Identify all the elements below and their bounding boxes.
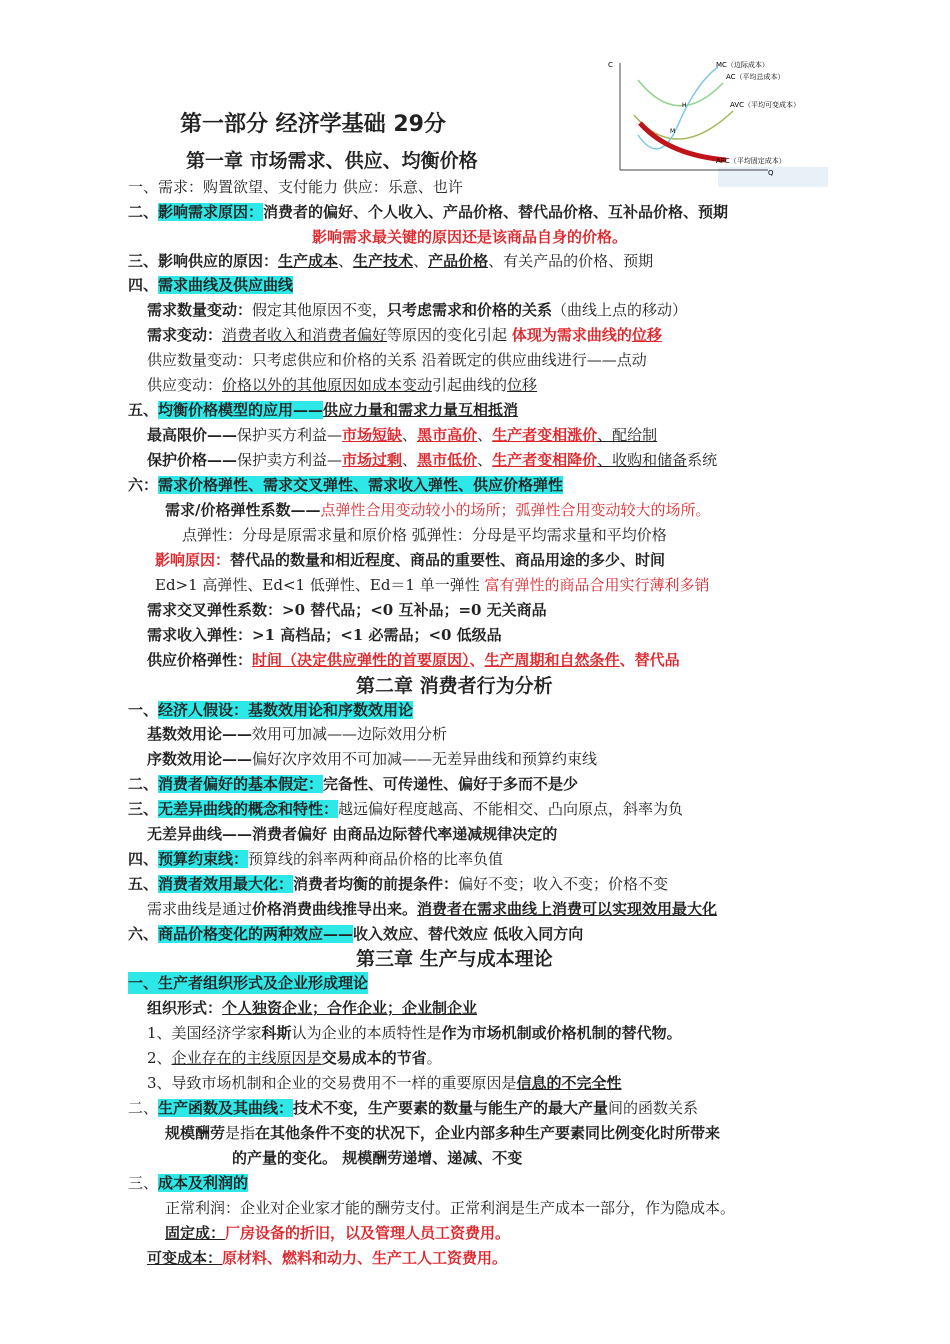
text-underline: 、配给制 [597, 426, 658, 444]
sep: 、 [402, 426, 418, 444]
x-axis-label: Q [768, 169, 774, 177]
text: Ed>1 高弹性、Ed<1 低弹性、Ed＝1 单一弹性 [155, 576, 485, 594]
y-axis-label: C [608, 61, 613, 69]
highlight-heading: 预算约束线： [158, 850, 249, 868]
key-demand-factor: 影响需求最关键的原因还是该商品自身的价格。 [312, 228, 628, 246]
text-bold: 价格消费曲线推导出来。 [252, 900, 418, 918]
label-red: 影响原因： [155, 551, 231, 569]
text-underline: 企业存在的主线原因是 [171, 1049, 322, 1067]
ch2-line10 [128, 923, 583, 945]
highlight-heading: 成本及利润的 [158, 1174, 249, 1192]
section-num: 五、 [128, 875, 159, 893]
ch3-line11 [165, 1222, 510, 1244]
highlight-heading: 消费者偏好的基本假定： [158, 775, 324, 793]
section-num: 二、 [128, 203, 159, 221]
ch1-line10 [128, 399, 518, 421]
text: （曲线上点的移动） [552, 301, 688, 319]
section-num: 一、 [128, 701, 159, 719]
text: 保护卖方利益— [237, 451, 343, 469]
text: 收入效应、替代效应 低收入同方向 [353, 925, 584, 943]
ch3-line6 [128, 1097, 698, 1119]
sep: 、 [469, 651, 485, 669]
text: 替代品的数量和相近程度、商品的重要性、商品用途的多少、时间 [230, 551, 666, 569]
highlight-heading: 消费者效用最大化： [158, 875, 294, 893]
label-underline: 可变成本： [147, 1249, 223, 1267]
ch1-line19: 需求收入弹性：>1 高档品；<1 必需品；<0 低级品 [147, 626, 502, 644]
ch2-line3 [147, 748, 597, 770]
sep: 、 [402, 451, 418, 469]
label: 基数效用论—— [147, 725, 253, 743]
text: 完备性、可传递性、偏好于多而不是少 [323, 775, 579, 793]
avc-label: AVC（平均可变成本） [730, 101, 801, 109]
text-underline: 个人独资企业；合作企业；企业制企业 [222, 999, 478, 1017]
ch2-line2 [147, 723, 447, 745]
ch3-line3 [147, 1022, 682, 1044]
label: 需求数量变动： [147, 301, 253, 319]
ch1-line20 [147, 649, 680, 671]
ch1-line9 [147, 374, 537, 396]
section-num: 二、 [128, 1099, 159, 1117]
label: 需求/价格弹性系数—— [165, 501, 321, 519]
highlight-heading: 需求价格弹性、需求交叉弹性、需求收入弹性、供应价格弹性 [158, 476, 564, 494]
text: 3、导致市场机制和企业的交易费用不一样的重要原因是 [147, 1074, 517, 1092]
ch1-line1 [128, 176, 463, 198]
ch3-line9 [128, 1172, 248, 1194]
demand-text: 购置欲望、支付能力 [203, 178, 343, 196]
ch2-line7 [128, 848, 503, 870]
ch3-line4 [147, 1047, 442, 1069]
text-red: 富有弹性的商品合用实行薄利多销 [484, 576, 710, 594]
text: 2、 [147, 1049, 172, 1067]
text-red: 生产周期和自然条件 [484, 651, 620, 669]
text-bold: 交易成本的节省 [321, 1049, 427, 1067]
text: 效用可加减——边际效用分析 [252, 725, 448, 743]
text-bold: 消费者均衡的前提条件： [293, 875, 459, 893]
sep: 、 [477, 451, 493, 469]
text: 间的函数关系 [608, 1099, 699, 1117]
text-red-underline: 位移 [631, 326, 662, 344]
text: 认为企业的本质特性是 [291, 1024, 442, 1042]
section-num: 三、 [128, 800, 159, 818]
text-red: 点弹性合用变动较小的场所；弧弹性合用变动较大的场所。 [320, 501, 711, 519]
section-num: 四、 [128, 850, 159, 868]
ch3-line5 [147, 1072, 622, 1094]
highlight-heading: 商品价格变化的两种效应—— [158, 925, 354, 943]
text-underline: 消费者收入和消费者偏好 [222, 326, 388, 344]
chapter2-title: 第二章 消费者行为分析 [356, 675, 553, 697]
text-bold-underline: 消费者在需求曲线上消费可以实现效用最大化 [417, 900, 718, 918]
text: 假定其他原因不变， [252, 301, 388, 319]
text: 是指 [225, 1124, 256, 1142]
ch1-line5 [128, 274, 293, 296]
text: 只考虑供应和价格的关系 沿着既定的供应曲线进行——点动 [252, 351, 647, 369]
mc-curve [638, 67, 718, 149]
text: 等原因的变化引起 [387, 326, 512, 344]
text: 越远偏好程度越高、不能相交、凸向原点，斜率为负 [338, 800, 684, 818]
mc-label: MC（边际成本） [716, 61, 769, 69]
label: 需求变动： [147, 326, 223, 344]
text-red: 市场短缺 [342, 426, 403, 444]
label: 供应价格弹性： [147, 651, 253, 669]
ch1-line16 [155, 549, 665, 571]
section-num: 二、 [128, 775, 159, 793]
section-num: 三、 [128, 1174, 159, 1192]
text-red: 黑市高价 [417, 426, 478, 444]
highlight-heading: 无差异曲线的概念和特性： [158, 800, 339, 818]
sep: 、 [477, 426, 493, 444]
ch2-line5 [128, 798, 683, 820]
ch1-line11 [147, 424, 657, 446]
ch1-line8 [147, 349, 647, 371]
section-num: 六： [128, 476, 159, 494]
text-underline: 价格以外的其他原因如成本变动 [222, 376, 433, 394]
ch3-line12 [147, 1247, 507, 1269]
text-bold: 只考虑需求和价格的关系 [387, 301, 553, 319]
ch1-line17 [155, 574, 710, 596]
demand-factors: 消费者的偏好、个人收入、产品价格、替代品价格、互补品价格、预期 [263, 203, 729, 221]
text: 引起曲线的 [432, 376, 508, 394]
text-bold: 技术不变，生产要素的数量与能生产的最大产量 [293, 1099, 609, 1117]
afc-curve [640, 123, 726, 160]
text-bold: 在其他条件不变的状况下，企业内部多种生产要素同比例变化时所带来 [255, 1124, 721, 1142]
text-red: 市场过剩 [342, 451, 403, 469]
text: 。 [426, 1049, 442, 1067]
chapter3-title: 第三章 生产与成本理论 [356, 948, 553, 970]
text-red: 原材料、燃料和动力、生产工人工资费用。 [222, 1249, 508, 1267]
chapter1-title: 第一章 市场需求、供应、均衡价格 [186, 150, 478, 172]
production-tech: 生产技术 [353, 252, 414, 270]
label: 供应变动： [147, 376, 223, 394]
ch2-line4 [128, 773, 578, 795]
point-m-label: M [670, 128, 676, 135]
section-num: 五、 [128, 401, 159, 419]
ch2-line9 [147, 898, 717, 920]
text-bold: 作为市场机制或价格机制的替代物。 [441, 1024, 682, 1042]
highlight-heading: 均衡价格模型的应用—— [158, 401, 324, 419]
afc-label: AFC（平均固定成本） [716, 157, 786, 165]
ch2-line8 [128, 873, 668, 895]
text-underline: 位移 [507, 376, 538, 394]
label: 保护价格—— [147, 451, 238, 469]
text-red: 黑市低价 [417, 451, 478, 469]
text-red: 生产者变相涨价 [492, 426, 598, 444]
text: 1、美国经济学家 [147, 1024, 262, 1042]
ch1-line13 [128, 474, 563, 496]
sep: 、 [413, 252, 429, 270]
highlight-heading: 影响需求原因： [158, 203, 264, 221]
section-num: 四、 [128, 276, 159, 294]
ch1-line18: 需求交叉弹性系数：>0 替代品；<0 互补品；=0 无关商品 [147, 601, 547, 619]
text: 预算线的斜率两种商品价格的比率负值 [248, 850, 504, 868]
point-h-label: H [682, 102, 687, 109]
text-red: 厂房设备的折旧，以及管理人员工资费用。 [225, 1224, 511, 1242]
text-underline: 、收购和储备 [597, 451, 688, 469]
text: 偏好不变；收入不变；价格不变 [458, 875, 669, 893]
highlight-heading: 需求曲线及供应曲线 [158, 276, 294, 294]
ch1-line6 [147, 299, 687, 321]
section-num: 六、 [128, 925, 159, 943]
label: 序数效用论—— [147, 750, 253, 768]
ch3-line7 [165, 1122, 720, 1144]
label-underline: 固定成： [165, 1224, 226, 1242]
text: 偏好次序效用不可加减——无差异曲线和预算约束线 [252, 750, 598, 768]
ac-curve [638, 80, 723, 106]
text-red: 生产者变相降价 [492, 451, 598, 469]
text-red: 体现为需求曲线的 [511, 326, 632, 344]
ch2-line6: 无差异曲线——消费者偏好 由商品边际替代率递减规律决定的 [147, 825, 558, 843]
ch1-line14 [165, 499, 711, 521]
production-cost: 生产成本 [278, 252, 339, 270]
highlight-heading: 经济人假设：基数效用论和序数效用论 [158, 701, 414, 719]
cost-curves-chart [598, 55, 828, 190]
text: 系统 [687, 451, 718, 469]
product-price: 产品价格 [428, 252, 489, 270]
text-bold-underline: 信息的不完全性 [516, 1074, 622, 1092]
text-underline: 供应力量和需求力量互相抵消 [323, 401, 519, 419]
ch1-line2 [128, 201, 728, 223]
text: 需求曲线是通过 [147, 900, 253, 918]
ch1-line7 [147, 324, 662, 346]
ch3-line8: 的产量的变化。 规模酬劳递增、递减、不变 [232, 1149, 523, 1167]
label: 最高限价—— [147, 426, 238, 444]
ch2-line1 [128, 699, 413, 721]
ch1-line12 [147, 449, 717, 471]
ch1-line4 [128, 250, 653, 272]
label: 供应数量变动： [147, 351, 253, 369]
ch3-line2 [147, 997, 477, 1019]
text-red: 时间（决定供应弹性的首要原因） [252, 651, 470, 669]
demand-label: 一、需求： [128, 178, 204, 196]
text: 保护买方利益— [237, 426, 343, 444]
other-factors: 、有关产品的价格、预期 [488, 252, 654, 270]
text-bold: 科斯 [261, 1024, 292, 1042]
sep: 、 [338, 252, 354, 270]
label: 组织形式： [147, 999, 223, 1017]
ac-label: AC（平均总成本） [726, 73, 785, 81]
ch1-line15: 点弹性：分母是原需求量和原价格 弧弹性：分母是平均需求量和平均价格 [182, 526, 667, 544]
supply-text: 乐意、也许 [387, 178, 463, 196]
supply-factors-label: 三、影响供应的原因： [128, 252, 279, 270]
ch3-line10: 正常利润：企业对企业家才能的酬劳支付。正常利润是生产成本一部分，作为隐成本。 [165, 1199, 736, 1217]
ch3-line1: 一、生产者组织形式及企业形成理论 [128, 974, 369, 992]
supply-label: 供应： [342, 178, 388, 196]
part-title: 第一部分 经济学基础 29分 [180, 112, 446, 137]
highlight-heading: 生产函数及其曲线： [158, 1099, 294, 1117]
text-bold: 规模酬劳 [165, 1124, 226, 1142]
text-red: 、替代品 [619, 651, 680, 669]
